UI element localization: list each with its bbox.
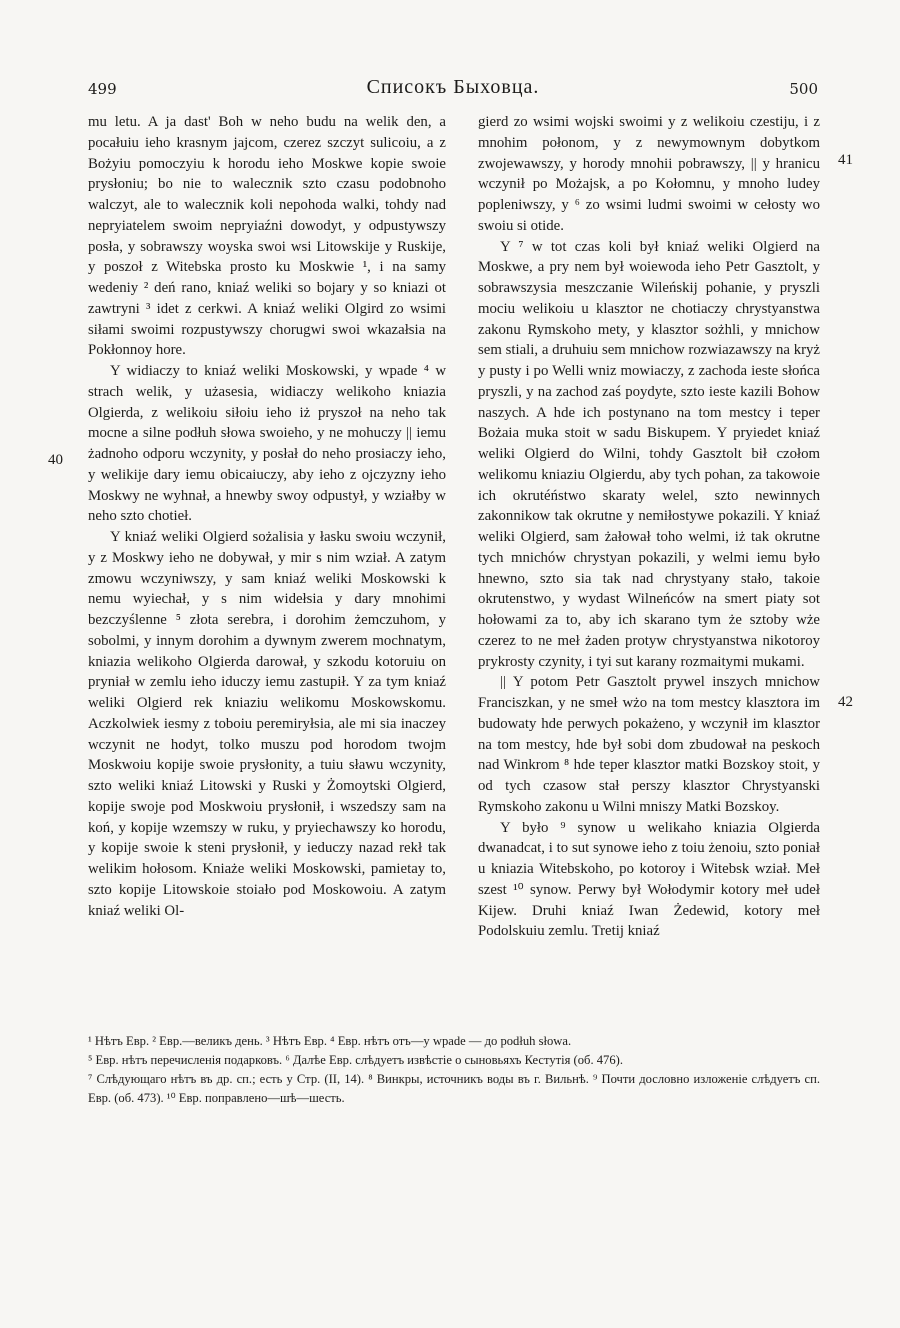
page-number-left: 499 bbox=[88, 80, 117, 98]
running-title: Списокъ Быховца. bbox=[366, 76, 540, 98]
footnote-line: ⁵ Евр. нѣтъ перечисленія подарковъ. ⁶ Далѣе Евр. слѣдуетъ извѣстіе о сыновьяхъ Кестутія (об. 476). bbox=[88, 1053, 623, 1067]
paragraph: Y widiaczy to kniaź weliki Moskowski, y wpade ⁴ w strach welik, y użasesia, widiaczy welikoho kniazia Olgierda, z welikoiu siłoiu ieho iż pryszoł na neho tak mocne a silne podłuh słowa swoieho, y ne mohuczy || iemu żadnoho odporu wczynity, y posłał do neho prosiaczy ieho, y welikije dary iemu obicaiuczy, aby ieho z ojczyzny ieho Moskwy ne wyhnał, a hnewby swoy odpustył, y wziałby w neho szto chotieł. bbox=[88, 363, 446, 525]
paragraph: mu letu. A ja dast' Boh w neho budu na welik den, a pocałuiu ieho krasnym jajcom, czerez szczyt sulicoiu, a z Bożyiu pomoczyiu k horodu ieho Moskwe kopie swoie prysłoniu; bo nie to walecznik szto czasu podobnoho walczyt, ale to walecznik koli nepohoda walki, tohdy nad nepryiatelem swoim nepryiaźni dowodyt, y odpustywszy posła, y sobrawszy woyska swoi wsi Litowskije y Ruskije, y poszoł z Witebska prosto ku Moskwie ¹, i na samy wedeniy ² deń rano, kniaź weliki so bojary y so kniazi ot zawtryni ³ idet z cerkwi. A kniaź weliki Olgird zo wsimi siłami swoimi rozpustywszy chorugwi swoi wkazałsia na Pokłonnoy hore. bbox=[88, 114, 446, 359]
footnotes bbox=[88, 1032, 820, 1108]
margin-number-41: 41 bbox=[838, 152, 853, 168]
margin-number-40: 40 bbox=[48, 452, 63, 468]
page-number-right: 500 bbox=[789, 80, 818, 98]
paragraph: Y ⁷ w tot czas koli był kniaź weliki Olgierd na Moskwe, a pry nem był woiewoda ieho Petr Gasztolt, y sobrawszysia meszczanie Wileńskij pohanie, y pryszli mociu welikoiu u klasztor ne chotiaczy chrystyanstwa zakonu Rymskoho mety, y klasztor sożhli, y mnichow sem stiali, a druhuiu sem mnichow rozwiazawszy na kryż y pusty i po Welli wniz mowiaczy, z zachoda ieste słońca pryszli, y na zachod zaś poydyte, szto ieste kazili Bohow naszych. A hde ich postynano na tom mestcy i teper Bożaia muka stoit w sadu Biskupem. Y pryiedet kniaź weliki Olgierd do Wilni, tohdy Gasztolt bił czołom welikomu kniaziu Olgierdu, aby tych pohan, za takowoie ich okrutéństwo skaraty welel, szto newinnych zakonnikow tak okrutne y nemiłostywe pokazili. Y kniaź weliki Olgierd, sam żałował toho welmi, iż tak okrutne tych mnichów chrystyan pokazili, y welmi iemu było hnewno, szto sia tak nad chrystyany stało, takoie okrutenstwo, y wydast Wilneńców na smert piaty sot hołowami za to, aby ich skarano tym że sztoby wże czerez to ne meł żaden protyw chrystyanstwa nikotoroy prykrosty czynity, i tyi sut karany rozmaitymi mukami. bbox=[478, 238, 820, 670]
left-text-column bbox=[88, 112, 446, 921]
right-text-column bbox=[478, 112, 820, 942]
paragraph: || Y potom Petr Gasztolt prywel inszych mnichow Franciszkan, y ne smeł wżo na tom mestcy klasztora im budowaty hde perwych pokażeno, y wczynił im klasztor na tom mestcy, hde był sobi dom zbudował na peskoch nad Winkrom ⁸ hde teper klasztor matki Bozskoy stoit, y od tych czasow stał perszy klasztor Chrystyanski Rymskoho zakonu u Wilni mniszy Matki Bozskoy. bbox=[478, 674, 820, 815]
footnote-line: ⁷ Слѣдующаго нѣтъ въ др. сп.; есть у Стр. (II, 14). ⁸ Винкры, источникъ воды въ г. Вильнѣ. ⁹ Почти дословно изложеніе слѣдуетъ сп. Евр. (об. 473). ¹⁰ Евр. поправлено—шѣ—шесть. bbox=[88, 1072, 820, 1105]
margin-number-42: 42 bbox=[838, 694, 853, 710]
paragraph: Y było ⁹ synow u welikaho kniazia Olgierda dwanadcat, i to sut synowe ieho z toiu żenoiu, szto poniał u kniazia Witebskoho, po kotoroy i Witebsk wział. Meł szest ¹⁰ synow. Perwy był Wołodymir kotory meł udeł Kijew. Druhi kniaź Iwan Żedewid, kotory meł Podolskuiu zemlu. Tretij kniaź bbox=[478, 819, 820, 940]
paragraph: gierd zo wsimi wojski swoimi y z welikoiu czestiju, i z mnohim połonom, y z newymownym dobytkom zwojewawszy, y horody mnohii pobrawszy, || y hranicu wczynił po Możajsk, a po Kołomnu, y mnoho ludey popleniwszy, y ⁶ zo wsimi ludmi swoimi w cełosty wo swoiu si otide. bbox=[478, 114, 820, 234]
page-header bbox=[88, 76, 818, 106]
footnote-line: ¹ Нѣтъ Евр. ² Евр.—великъ день. ³ Нѣтъ Евр. ⁴ Евр. нѣтъ отъ—у wpade — до podłuh słowa. bbox=[88, 1034, 572, 1048]
paragraph: Y kniaź weliki Olgierd sożalisia y łasku swoiu wczynił, y z Moskwy ieho ne dobywał, y mir s nim wział. A zatym zmowu wczyniwszy, y sam kniaź weliki Moskowski k nemu wyiechał, y s nim widełsia y dary mnohimi bezczyślenne ⁵ złota serebra, i dorohim żemczuhom, y sobolmi, y innym dorohim a dywnym zwerem mochnatym, kniazia welikoho Olgierda darował, y szkodu kotoruiu on pryniał w zemlu ieho iduczy iemu zastupił. Y za tym kniaź weliki Olgierd rek kniaziu welikomu Moskowskomu. Aczkolwiek iesmy z toboiu peremiryłsia, ale mi sia inaczey wczynit ne hodyt, tolko muszu pod horodom twojm Moskwoiu kopije swoie prysłonity, a tuiu sławu wczynity, szto weliki kniaź Litowski y Ruski y Żomoytski Olgierd, kopije swoje pod Moskwoiu prysłonił, i wszedszy sam na koń, y kopije wzemszy w ruku, y pryiechawszy ko horodu, y kopije swoie k steni prysłonił, y ieduczy nazad rekł tak welikim hołosom. Kniaże weliki Moskowski, pamietay to, szto kopije Litowskoie stoiało pod Moskowoiu. A zatym kniaź weliki Ol- bbox=[88, 529, 446, 919]
